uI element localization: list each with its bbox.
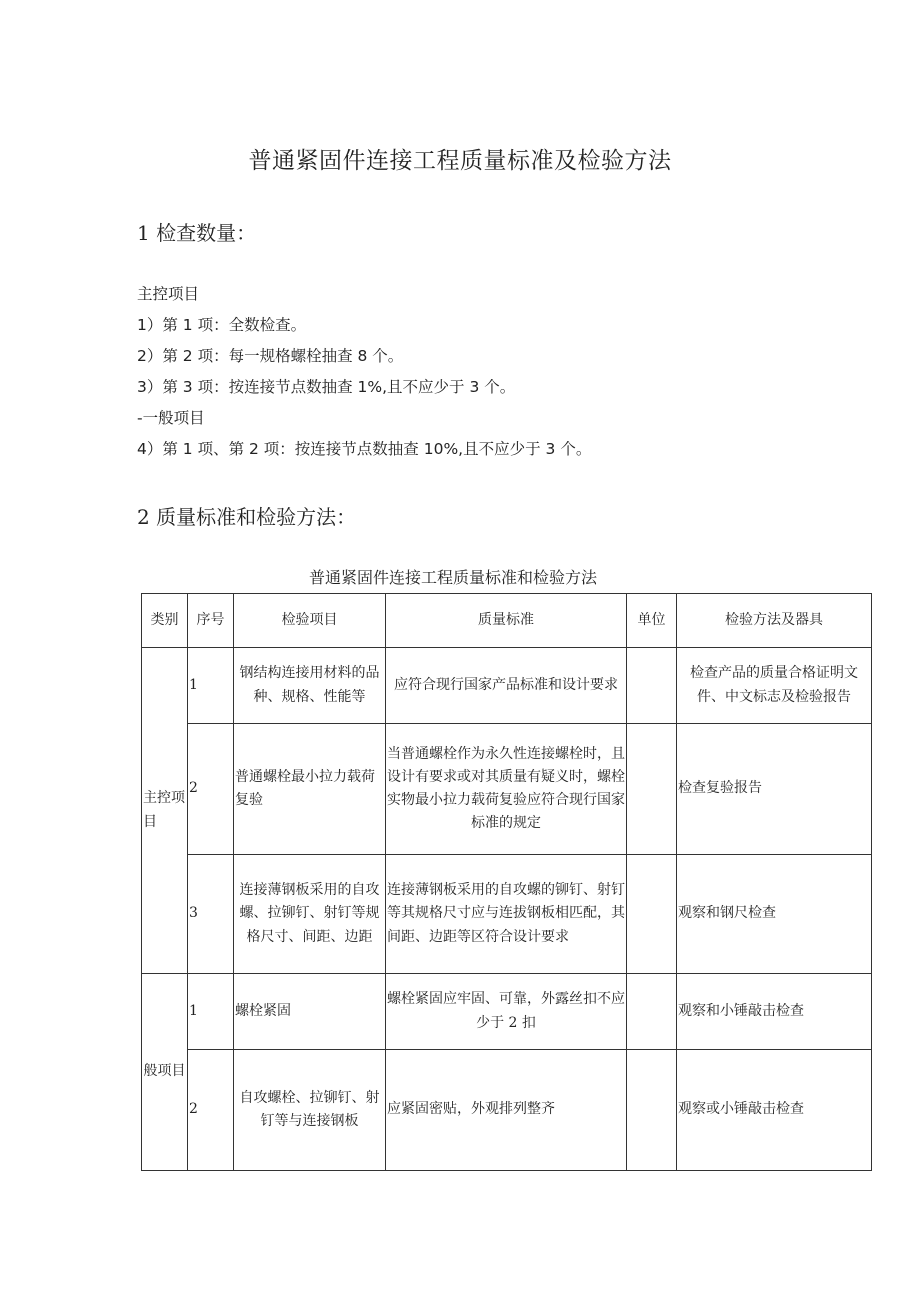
table-row [142,1050,872,1171]
standard-cell: 连接薄钢板采用的自攻螺的铆钉、射钉等其规格尺寸应与连拔钢板相匹配，其间距、边距等区符合设计要求 [386,855,627,974]
doc-title: 普通紧固件连接工程质量标准及检验方法 [248,148,672,174]
no-cell: 2 [188,724,234,855]
unit-cell [627,724,677,855]
table-row [142,724,872,855]
item-cell: 螺栓紧固 [234,974,386,1050]
unit-cell [627,974,677,1050]
table-row [142,648,872,724]
method-cell: 观察和钢尺检查 [677,855,872,974]
unit-cell [627,855,677,974]
header-cell: 质量标准 [386,594,627,648]
table-caption: 普通紧固件连接工程质量标准和检验方法 [308,568,597,587]
table-header-row [142,594,872,648]
unit-cell [627,1050,677,1171]
item-cell: 钢结构连接用材料的品种、规格、性能等 [234,648,386,724]
standard-cell: 应符合现行国家产品标准和设计要求 [386,648,627,724]
text-line: 3）第 3 项：按连接节点数抽查 1%,且不应少于 3 个。 [137,378,516,396]
category-cell: 般项目 [142,974,188,1171]
method-cell: 观察和小锤敲击检查 [677,974,872,1050]
table-row [142,974,872,1050]
text-line: 2）第 2 项：每一规格螺栓抽查 8 个。 [137,347,404,365]
text-line: -一般项目 [137,409,205,427]
method-cell: 观察或小锤敲击检查 [677,1050,872,1171]
unit-cell [627,648,677,724]
standard-cell: 螺栓紧固应牢固、可靠，外露丝扣不应少于 2 扣 [386,974,627,1050]
standards-table [141,593,872,1171]
standard-cell: 当普通螺栓作为永久性连接螺栓时，且设计有要求或对其质量有疑义时，螺栓实物最小拉力载荷复验应符合现行国家标准的规定 [386,724,627,855]
standard-cell: 应紧固密贴，外观排列整齐 [386,1050,627,1171]
no-cell: 2 [188,1050,234,1171]
category-cell: 主控项目 [142,648,188,974]
text-line: 4）第 1 项、第 2 项：按连接节点数抽查 10%,且不应少于 3 个。 [137,440,592,458]
method-cell: 检查复验报告 [677,724,872,855]
item-cell: 连接薄钢板采用的自攻螺、拉铆钉、射钉等规格尺寸、间距、边距 [234,855,386,974]
table-row [142,855,872,974]
no-cell: 1 [188,648,234,724]
item-cell: 自攻螺栓、拉铆钉、射钉等与连接钢板 [234,1050,386,1171]
item-cell: 普通螺栓最小拉力载荷复验 [234,724,386,855]
section2-heading: 2 质量标准和检验方法： [137,505,357,529]
header-cell: 检验项目 [234,594,386,648]
header-cell: 类别 [142,594,188,648]
no-cell: 3 [188,855,234,974]
method-cell: 检查产品的质量合格证明文件、中文标志及检验报告 [677,648,872,724]
header-cell: 序号 [188,594,234,648]
no-cell: 1 [188,974,234,1050]
header-cell: 检验方法及器具 [677,594,872,648]
text-line: 1）第 1 项：全数检查。 [137,316,307,334]
header-cell: 单位 [627,594,677,648]
text-line: 主控项目 [137,285,200,303]
section1-heading: 1 检查数量： [137,221,257,245]
